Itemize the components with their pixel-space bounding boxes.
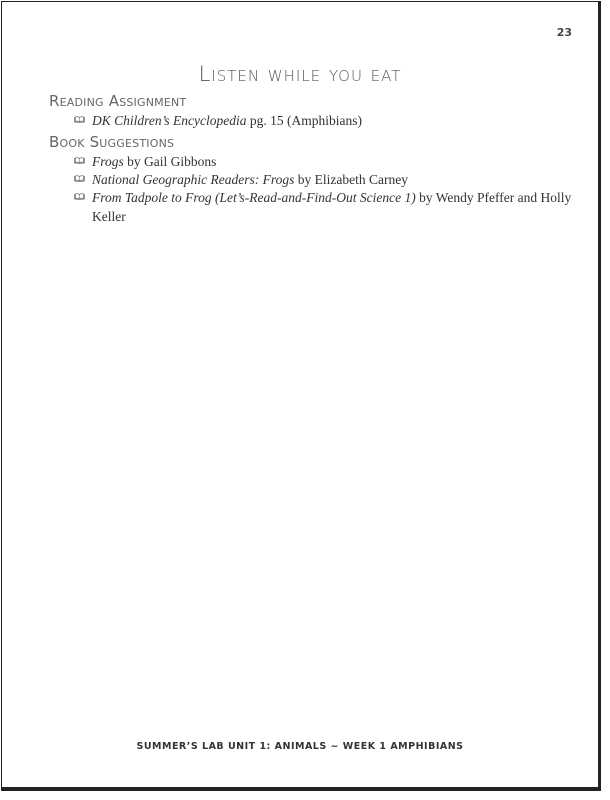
book-detail: pg. 15 (Amphibians) (246, 113, 362, 128)
page-number: 23 (556, 26, 572, 39)
page-title: Listen while you eat (198, 62, 402, 86)
open-book-icon (74, 175, 85, 182)
book-suggestions-heading: Book Suggestions (49, 133, 175, 151)
book-title: National Geographic Readers: Frogs (92, 172, 295, 187)
book-detail: by Elizabeth Carney (294, 172, 408, 187)
book-title: From Tadpole to Frog (Let’s-Read-and-Find-Out Science 1) (92, 190, 416, 205)
list-item (74, 152, 574, 171)
open-book-icon (74, 157, 85, 164)
page-footer: SUMMER’S LAB UNIT 1: ANIMALS ~ WEEK 1 AMPHIBIANS (136, 741, 464, 752)
document-page (1, 1, 601, 791)
reading-assignment-heading: Reading Assignment (49, 92, 187, 110)
open-book-icon (74, 193, 85, 200)
open-book-icon (74, 116, 85, 123)
list-item (74, 170, 574, 189)
list-item (74, 111, 574, 130)
book-title: DK Children’s Encyclopedia (92, 113, 247, 128)
book-detail: by Gail Gibbons (123, 154, 217, 169)
book-title: Frogs (92, 154, 124, 169)
book-detail: by Wendy Pfeffer and Holly Keller (92, 190, 572, 224)
list-item (74, 188, 574, 226)
